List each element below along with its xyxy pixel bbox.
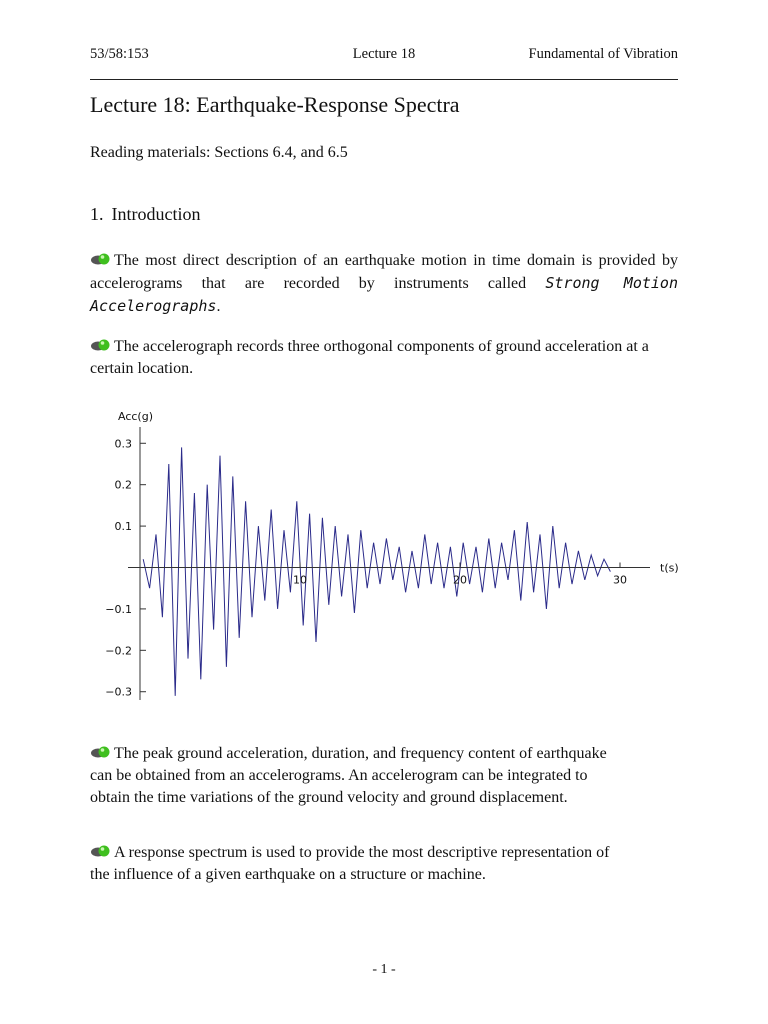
y-tick-label: 0.3: [114, 437, 132, 451]
p3-line-1: The peak ground acceleration, duration, and frequency content of earthquake: [114, 745, 607, 762]
reading-materials: Reading materials: Sections 6.4, and 6.5: [90, 144, 348, 161]
p3-line-3: obtain the time variations of the ground velocity and ground displacement.: [90, 789, 568, 806]
x-tick-label: 20: [453, 573, 467, 587]
green-bullet-icon: [90, 844, 112, 858]
p3-line-2: can be obtained from an accelerograms. An accelerogram can be integrated to: [90, 767, 588, 784]
x-tick-label: 30: [613, 573, 627, 587]
y-tick-label: −0.1: [105, 602, 132, 616]
section-heading: [90, 204, 200, 225]
section-number: 1.: [90, 204, 104, 224]
p4-line-1: A response spectrum is used to provide the most descriptive representation of: [114, 844, 610, 861]
paragraph-peak-acceleration: [90, 743, 678, 809]
page-number: - 1 -: [372, 962, 396, 977]
paragraph-accelerograms: [90, 250, 678, 318]
y-axis-label: Acc(g): [118, 410, 153, 423]
p1-end: .: [216, 298, 221, 315]
green-bullet-icon: [90, 252, 112, 266]
accelerogram-chart: [90, 400, 690, 710]
section-title: Introduction: [111, 204, 201, 224]
paragraph-accelerograph: [90, 336, 678, 380]
header-course-title: Fundamental of Vibration: [528, 46, 678, 62]
green-bullet-icon: [90, 338, 112, 352]
x-tick-label: 10: [293, 573, 307, 587]
p1-text: The most direct description of an earthquake motion in time domain is provided by accelerograms that are recorded by instruments called: [90, 252, 678, 292]
x-axis-label: t(s): [660, 561, 679, 575]
y-tick-label: 0.1: [114, 520, 132, 534]
p1-term: Strong Motion Accelerographs: [90, 274, 678, 315]
y-tick-label: 0.2: [114, 478, 132, 492]
header-lecture: Lecture 18: [352, 46, 416, 62]
y-tick-label: −0.3: [105, 685, 132, 699]
series-line-acceleration: [143, 447, 610, 696]
page-title: Lecture 18: Earthquake-Response Spectra: [90, 92, 460, 117]
paragraph-response-spectrum: [90, 842, 678, 886]
y-tick-label: −0.2: [105, 644, 132, 658]
header-rule: [90, 79, 678, 80]
p2-text: The accelerograph records three orthogonal components of ground acceleration at a certain location.: [90, 338, 649, 377]
p4-line-2: the influence of a given earthquake on a structure or machine.: [90, 866, 486, 883]
accelerogram-svg: [90, 400, 690, 710]
page-header: [90, 46, 678, 66]
header-course-number: 53/58:153: [90, 46, 149, 62]
green-bullet-icon: [90, 745, 112, 759]
